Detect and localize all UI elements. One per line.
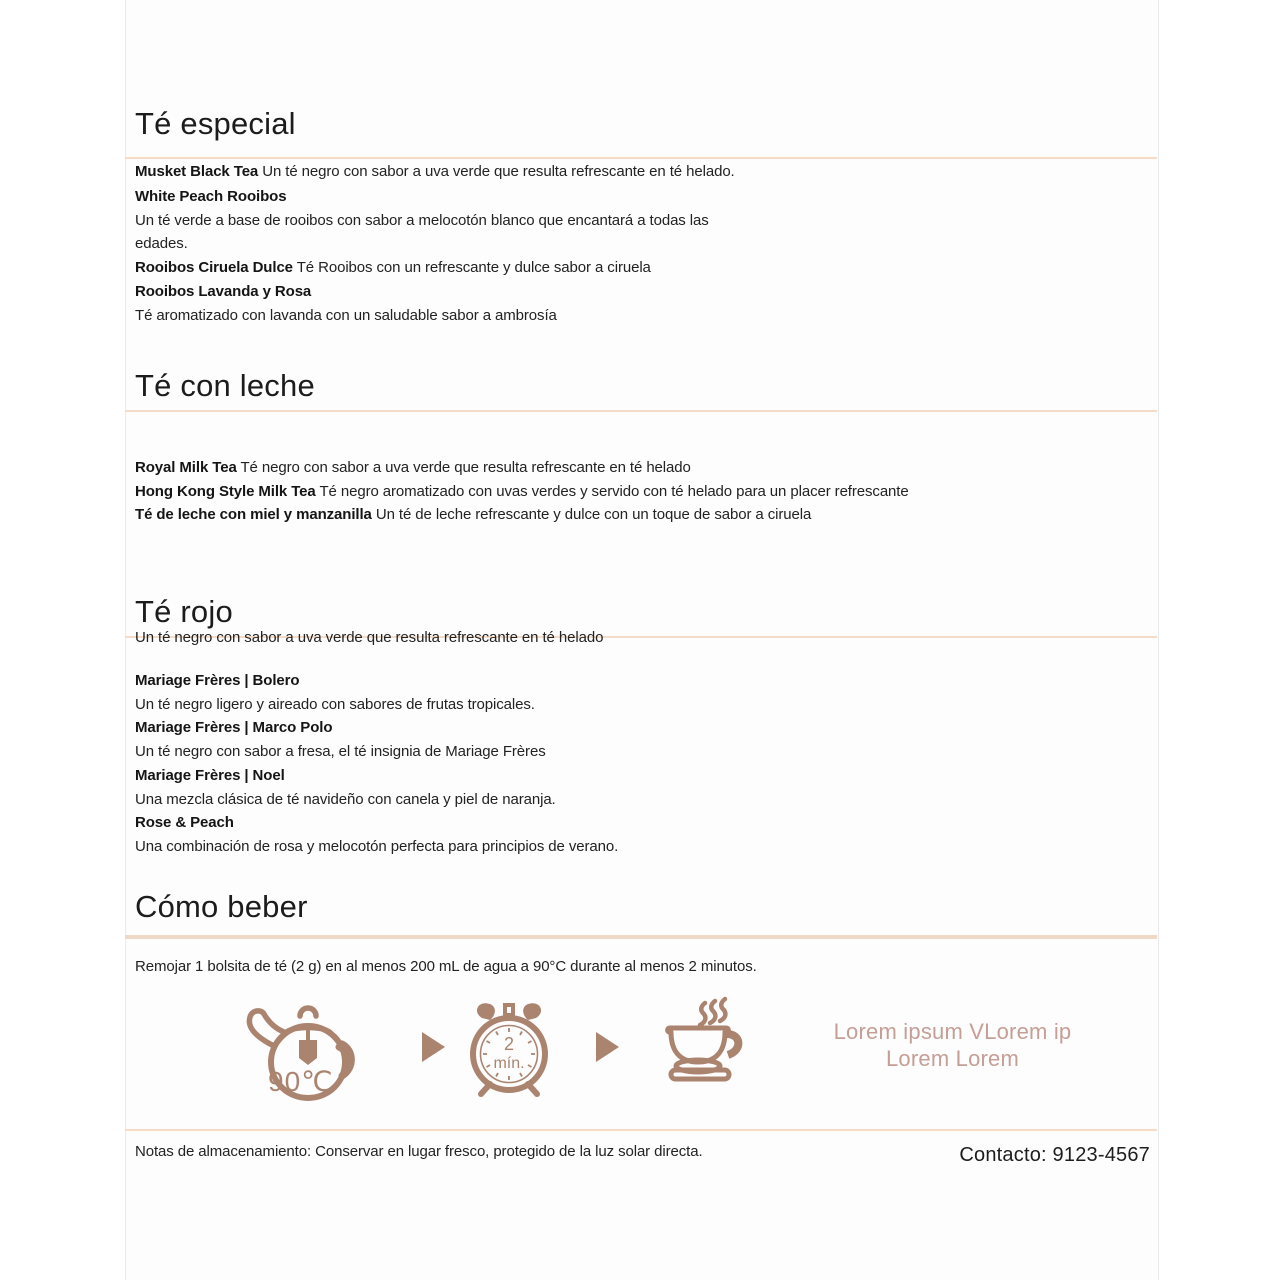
section-title-te-con-leche: Té con leche [135, 368, 315, 403]
tea-description: Té Rooibos con un refrescante y dulce sabor a ciruela [292, 259, 651, 277]
menu-line [135, 503, 1145, 527]
tea-description: Una combinación de rosa y melocotón perfecta para principios de verano. [135, 837, 619, 855]
tea-description: Té aromatizado con lavanda con un saludable sabor a ambrosía [135, 306, 557, 324]
tea-description: Té negro con sabor a uva verde que resulta refrescante en té helado [236, 459, 691, 476]
tea-name: Musket Black Tea [135, 163, 259, 180]
menu-line [135, 209, 1145, 233]
svg-text:2: 2 [503, 1034, 515, 1054]
tea-description: Un té negro con sabor a uva verde que resulta refrescante en té helado [135, 629, 604, 646]
section-items-te-especial [135, 185, 1145, 327]
menu-line [135, 764, 1145, 788]
menu-line [135, 256, 1145, 280]
footer-divider [125, 1129, 1157, 1131]
section-divider [125, 157, 1157, 159]
tea-description: Un té verde a base de rooibos con sabor a melocotón blanco que encantará a todas las [135, 211, 709, 229]
tea-name: Rooibos Ciruela Dulce [135, 259, 293, 277]
brewing-instructions-text: Remojar 1 bolsita de té (2 g) en al menos 200 mL de agua a 90°C durante al menos 2 minutos. [135, 958, 757, 975]
section-divider-thick [125, 935, 1157, 939]
brewing-caption [795, 1018, 1110, 1072]
alarm-clock-icon [466, 998, 552, 1103]
menu-line [135, 811, 1145, 835]
teapot-icon [238, 1002, 372, 1109]
clipped-text-remnant [135, 629, 1145, 652]
section-title-como-beber: Cómo beber [135, 889, 308, 924]
tea-description: Una mezcla clásica de té navideño con canela y piel de naranja. [135, 790, 556, 808]
menu-line [135, 280, 1145, 304]
section-items-te-con-leche [135, 456, 1145, 527]
menu-line [135, 185, 1145, 209]
tea-name: Rooibos Lavanda y Rosa [135, 282, 312, 300]
menu-line [135, 835, 1145, 859]
contact-info: Contacto: 9123-4567 [959, 1144, 1150, 1166]
tea-name: Royal Milk Tea [135, 459, 237, 476]
svg-text:mín.: mín. [493, 1055, 525, 1072]
svg-text:90℃: 90℃ [268, 1066, 334, 1097]
menu-line [135, 693, 1145, 717]
tea-name: Hong Kong Style Milk Tea [135, 482, 316, 500]
tea-description: edades. [135, 235, 188, 253]
menu-line [135, 740, 1145, 764]
menu-line-clipped [135, 160, 1145, 184]
tea-name: Mariage Frères | Bolero [135, 672, 300, 689]
storage-note: Notas de almacenamiento: Conservar en lugar fresco, protegido de la luz solar directa. [135, 1143, 703, 1160]
tea-name: White Peach Rooibos [135, 188, 287, 205]
section-title-te-especial: Té especial [135, 106, 296, 141]
tea-description: Un té negro con sabor a uva verde que resulta refrescante en té helado. [258, 163, 735, 180]
menu-line [135, 480, 1145, 504]
teacup-icon [655, 998, 751, 1099]
section-items-te-rojo [135, 669, 1145, 859]
tea-description: Té negro aromatizado con uvas verdes y servido con té helado para un placer refrescante [315, 482, 909, 500]
tea-name: Té de leche con miel y manzanilla [135, 506, 372, 524]
tea-description: Un té negro con sabor a fresa, el té insignia de Mariage Frères [135, 743, 546, 761]
brewing-caption-line1: Lorem ipsum VLorem ip [833, 1019, 1072, 1044]
arrow-icon [422, 1032, 445, 1062]
menu-line [135, 788, 1145, 812]
clipped-text-line [135, 163, 1145, 184]
menu-line [135, 716, 1145, 740]
menu-line [135, 232, 1145, 256]
tea-description: Un té negro ligero y aireado con sabores de frutas tropicales. [135, 695, 535, 713]
arrow-icon [596, 1032, 619, 1062]
tea-name: Mariage Frères | Marco Polo [135, 719, 333, 737]
tea-name: Rose & Peach [135, 814, 234, 832]
section-divider [125, 410, 1157, 412]
menu-line [135, 304, 1145, 328]
menu-line-clipped [135, 626, 1145, 650]
brewing-caption-line2: Lorem Lorem [885, 1046, 1020, 1071]
menu-line [135, 669, 1145, 693]
tea-name: Mariage Frères | Noel [135, 766, 285, 784]
menu-line [135, 456, 1145, 480]
tea-description: Un té de leche refrescante y dulce con un toque de sabor a ciruela [371, 506, 812, 524]
section-title-te-rojo: Té rojo [135, 594, 233, 629]
